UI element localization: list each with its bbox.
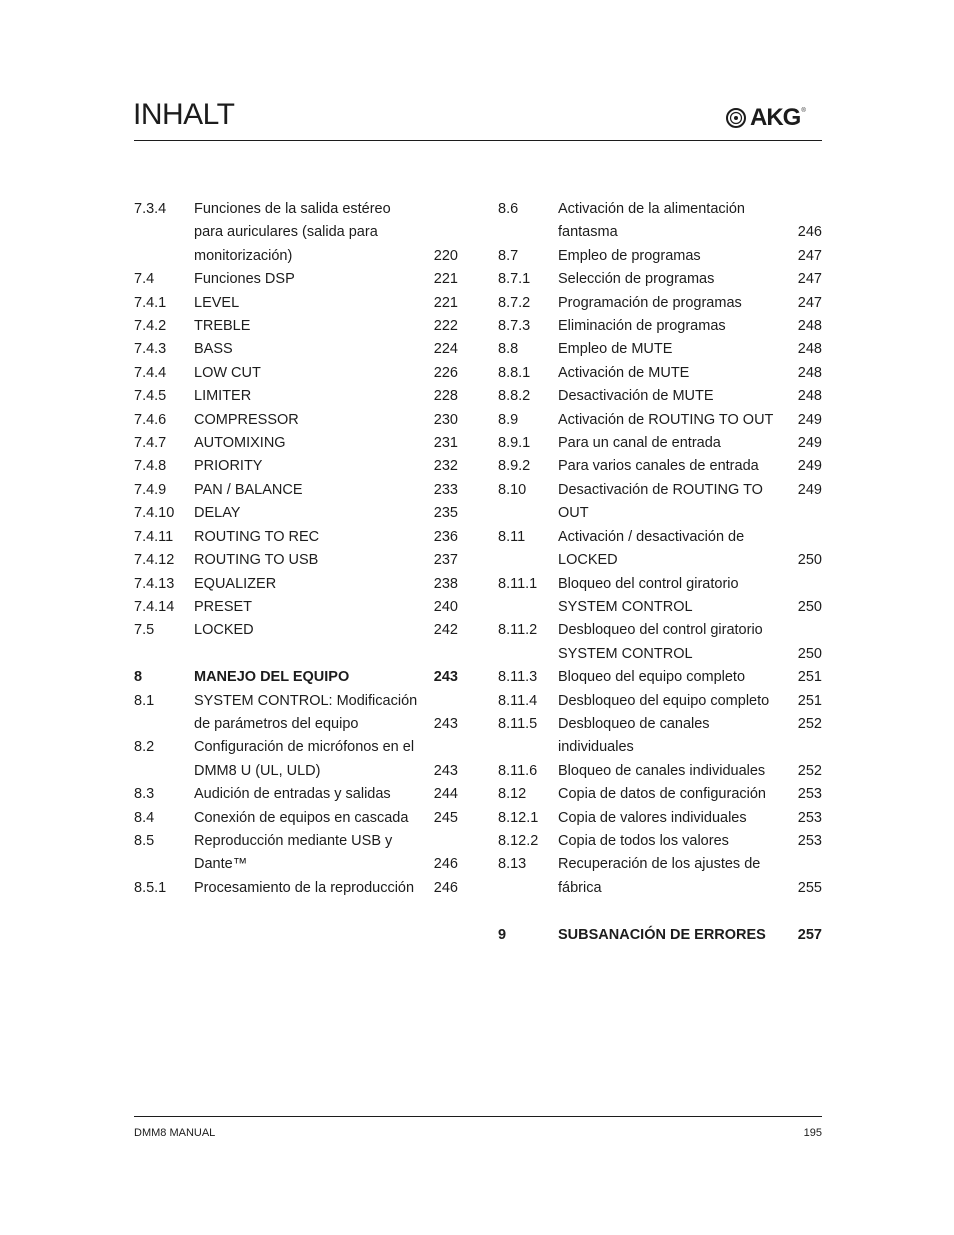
toc-page-number	[782, 619, 822, 642]
toc-page-number: 252	[797, 715, 822, 732]
toc-page-number	[782, 526, 822, 549]
toc-section-title: DMM8 U (UL, ULD)	[194, 762, 321, 779]
toc-page-number: 247	[797, 247, 822, 264]
toc-entry[interactable]	[498, 292, 822, 315]
toc-section-title: Empleo de MUTE	[558, 341, 673, 358]
toc-section-title: SYSTEM CONTROL	[558, 645, 693, 662]
toc-section-title: Desactivación de ROUTING TO OUT	[558, 481, 763, 522]
toc-section-number: 8.8	[498, 341, 519, 358]
toc-section-title: Copia de datos de configuración	[558, 786, 766, 803]
toc-page-number: 231	[433, 435, 458, 452]
toc-section-number	[498, 221, 558, 244]
toc-section-title: fábrica	[558, 879, 602, 896]
toc-entry[interactable]	[134, 479, 458, 502]
toc-entry[interactable]	[498, 619, 822, 642]
toc-section-number: 8.11.4	[498, 692, 538, 709]
toc-section-number: 8.11.3	[498, 669, 538, 686]
toc-section-title: Eliminación de programas	[558, 318, 726, 335]
toc-page-number	[418, 690, 458, 713]
toc-entry[interactable]	[498, 198, 822, 221]
toc-entry[interactable]	[498, 409, 822, 432]
toc-section-title: ROUTING TO USB	[194, 552, 319, 569]
toc-section-number	[134, 760, 194, 783]
toc-section-title: Activación de MUTE	[558, 364, 690, 381]
toc-section-title: de parámetros del equipo	[194, 715, 359, 732]
toc-section-number: 8.8.2	[498, 388, 531, 405]
toc-page-number: 249	[797, 411, 822, 428]
toc-entry[interactable]	[498, 853, 822, 876]
akg-emblem-icon	[726, 108, 746, 128]
footer-manual-name: DMM8 MANUAL	[134, 1127, 216, 1139]
toc-section-title: BASS	[194, 341, 233, 358]
toc-page-number: 248	[797, 388, 822, 405]
toc-page-number: 233	[433, 481, 458, 498]
toc-page-number: 249	[797, 481, 822, 498]
toc-entry[interactable]	[134, 573, 458, 596]
toc-section-number: 8.7.1	[498, 271, 531, 288]
toc-section-number: 8.11	[498, 528, 526, 545]
toc-section-title: LOW CUT	[194, 364, 261, 381]
toc-section-number: 7.4.3	[134, 341, 167, 358]
toc-section-number: 8.8.1	[498, 364, 531, 381]
toc-section-number	[498, 549, 558, 572]
toc-section-number	[498, 596, 558, 619]
toc-section-number: 8.9	[498, 411, 519, 428]
toc-section-title: Copia de valores individuales	[558, 809, 747, 826]
toc-section-number: 8.4	[134, 809, 155, 826]
toc-page-number: 242	[433, 622, 458, 639]
toc-section-number: 7.4.9	[134, 481, 167, 498]
toc-page-number: 252	[797, 762, 822, 779]
toc-page-number: 248	[797, 341, 822, 358]
toc-page-number: 246	[433, 856, 458, 873]
toc-page-number: 248	[797, 364, 822, 381]
toc-section-number: 7.4.12	[134, 552, 175, 569]
logo-trademark: ®	[801, 108, 806, 114]
toc-entry[interactable]	[134, 502, 458, 525]
toc-section-number	[134, 221, 194, 244]
toc-section-number: 8	[134, 669, 143, 686]
toc-page-number	[418, 736, 458, 759]
toc-entry[interactable]	[134, 292, 458, 315]
toc-entry[interactable]	[498, 455, 822, 478]
toc-page-number	[782, 573, 822, 596]
toc-section-title: PRIORITY	[194, 458, 263, 475]
toc-section-title: Funciones de la salida estéreo	[194, 201, 391, 217]
toc-section-number: 8.2	[134, 739, 155, 756]
toc-spacer	[134, 643, 458, 666]
toc-section-number: 8.12.1	[498, 809, 539, 826]
toc-page-number: 221	[433, 271, 458, 288]
toc-entry[interactable]	[498, 596, 822, 619]
toc-section-title: LOCKED	[194, 622, 254, 639]
toc-section-number: 8.5.1	[134, 879, 167, 896]
toc-section-title: Activación de ROUTING TO OUT	[558, 411, 774, 428]
toc-page-number: 236	[433, 528, 458, 545]
toc-entry[interactable]	[498, 807, 822, 830]
toc-page-number: 240	[433, 598, 458, 615]
toc-page-number: 243	[433, 762, 458, 779]
toc-section-number: 7.4.10	[134, 505, 175, 522]
toc-section-title: Selección de programas	[558, 271, 715, 288]
toc-entry[interactable]	[498, 338, 822, 361]
toc-section-number	[498, 643, 558, 666]
toc-section-title: Bloqueo del control giratorio	[558, 575, 739, 592]
toc-section-number: 7.4.1	[134, 294, 167, 311]
toc-section-number: 7.4.4	[134, 364, 167, 381]
toc-entry[interactable]	[498, 362, 822, 385]
toc-entry[interactable]	[498, 526, 822, 549]
toc-page-number: 224	[433, 341, 458, 358]
toc-entry[interactable]	[134, 338, 458, 361]
toc-page-number: 248	[797, 318, 822, 335]
toc-section-number: 7.4.7	[134, 435, 167, 452]
toc-section-number: 8.7.3	[498, 318, 531, 335]
toc-entry[interactable]	[134, 853, 458, 876]
toc-section-number: 8.10	[498, 481, 527, 498]
toc-entry[interactable]	[498, 783, 822, 806]
toc-section-number	[134, 245, 194, 268]
toc-section-title: SUBSANACIÓN DE ERRORES	[558, 926, 766, 943]
toc-section-title: Para varios canales de entrada	[558, 458, 759, 475]
toc-section-number: 8.11.2	[498, 622, 538, 639]
toc-section-number: 8.13	[498, 856, 527, 873]
toc-entry[interactable]	[134, 362, 458, 385]
toc-section-number: 8.11.6	[498, 762, 538, 779]
toc-section-number: 8.9.2	[498, 458, 531, 475]
toc-section-title: Copia de todos los valores	[558, 832, 729, 849]
toc-section-title: Activación / desactivación de	[558, 528, 745, 545]
toc-entry[interactable]	[134, 877, 458, 900]
toc-section-title: Empleo de programas	[558, 247, 701, 264]
toc-section-title: TREBLE	[194, 318, 251, 335]
toc-page-number: 237	[433, 552, 458, 569]
toc-section-title: Desbloqueo del equipo completo	[558, 692, 770, 709]
toc-section-number: 7.4.6	[134, 411, 167, 428]
toc-section-number: 7.4.8	[134, 458, 167, 475]
toc-section-number: 8.6	[498, 201, 519, 217]
toc-entry[interactable]	[498, 924, 822, 947]
toc-section-title: PRESET	[194, 598, 253, 615]
toc-page-number: 251	[797, 692, 822, 709]
toc-entry[interactable]	[134, 713, 458, 736]
toc-page-number	[418, 198, 458, 221]
toc-entry[interactable]	[134, 385, 458, 408]
toc-section-title: SYSTEM CONTROL	[558, 598, 693, 615]
toc-entry[interactable]	[498, 643, 822, 666]
toc-section-title: MANEJO DEL EQUIPO	[194, 669, 350, 686]
toc-page-number: 246	[433, 879, 458, 896]
toc-section-title: COMPRESSOR	[194, 411, 299, 428]
toc-section-title: LIMITER	[194, 388, 252, 405]
toc-section-number	[498, 877, 558, 900]
toc-entry[interactable]	[498, 877, 822, 900]
toc-page-number: 255	[797, 879, 822, 896]
toc-section-title: Bloqueo de canales individuales	[558, 762, 766, 779]
toc-section-number: 8.3	[134, 786, 155, 803]
footer-divider	[134, 1116, 822, 1117]
toc-page-number	[418, 830, 458, 853]
toc-page-number: 238	[433, 575, 458, 592]
toc-page-number: 250	[797, 598, 822, 615]
toc-entry[interactable]	[134, 549, 458, 572]
toc-entry[interactable]	[134, 221, 458, 244]
logo-wordmark: AKG	[750, 104, 801, 131]
toc-page-number: 230	[433, 411, 458, 428]
toc-section-title: fantasma	[558, 224, 618, 241]
toc-section-number: 7.4.2	[134, 318, 167, 335]
toc-section-title: Bloqueo del equipo completo	[558, 669, 746, 686]
toc-section-number: 8.12.2	[498, 832, 539, 849]
toc-entry[interactable]	[134, 198, 458, 221]
toc-section-title: Configuración de micrófonos en el	[194, 739, 415, 756]
toc-section-number	[134, 853, 194, 876]
toc-entry[interactable]	[498, 479, 822, 526]
toc-section-title: ROUTING TO REC	[194, 528, 320, 545]
toc-entry[interactable]	[498, 432, 822, 455]
toc-section-number: 7.4.13	[134, 575, 175, 592]
toc-section-number: 7.4.11	[134, 528, 174, 545]
toc-entry[interactable]	[498, 385, 822, 408]
toc-entry[interactable]	[498, 245, 822, 268]
toc-section-number	[134, 713, 194, 736]
toc-spacer	[498, 900, 822, 923]
toc-section-number: 8.1	[134, 692, 155, 709]
toc-entry[interactable]	[134, 736, 458, 759]
header-divider	[134, 140, 822, 141]
toc-page-number: 243	[433, 715, 458, 732]
toc-section-title: Desbloqueo del control giratorio	[558, 622, 763, 639]
toc-page-number: 250	[797, 552, 822, 569]
toc-entry[interactable]	[134, 830, 458, 853]
toc-right-column	[498, 198, 822, 947]
toc-entry[interactable]	[134, 596, 458, 619]
toc-section-title: Dante™	[194, 856, 248, 873]
toc-section-title: Desactivación de MUTE	[558, 388, 714, 405]
toc-section-number: 8.7.2	[498, 294, 531, 311]
toc-entry[interactable]	[134, 455, 458, 478]
toc-entry[interactable]	[498, 573, 822, 596]
toc-section-number: 8.11.1	[498, 575, 538, 592]
toc-page-number: 232	[433, 458, 458, 475]
toc-section-title: LOCKED	[558, 552, 618, 569]
toc-entry[interactable]	[498, 268, 822, 291]
toc-page-number	[782, 853, 822, 876]
toc-page-number: 250	[797, 645, 822, 662]
toc-section-title: Reproducción mediante USB y	[194, 832, 393, 849]
toc-section-title: monitorización)	[194, 247, 293, 264]
toc-section-title: LEVEL	[194, 294, 240, 311]
toc-entry[interactable]	[134, 526, 458, 549]
toc-page-number	[418, 221, 458, 244]
toc-page-number: 222	[433, 318, 458, 335]
toc-entry[interactable]	[498, 713, 822, 760]
toc-section-title: Desbloqueo de canales individuales	[558, 715, 710, 756]
toc-section-title: Programación de programas	[558, 294, 742, 311]
toc-page-number	[782, 198, 822, 221]
toc-page-number: 247	[797, 294, 822, 311]
toc-entry[interactable]	[134, 432, 458, 455]
toc-entry[interactable]	[498, 830, 822, 853]
toc-section-number: 8.5	[134, 832, 155, 849]
toc-section-number: 8.11.5	[498, 715, 538, 732]
toc-section-number: 7.4.14	[134, 598, 175, 615]
toc-page-number: 257	[797, 926, 822, 943]
toc-page-number: 220	[433, 247, 458, 264]
toc-section-title: Audición de entradas y salidas	[194, 786, 391, 803]
toc-page-number: 253	[797, 832, 822, 849]
toc-left-column	[134, 198, 458, 900]
toc-section-title: SYSTEM CONTROL: Modificación	[194, 692, 418, 709]
toc-entry[interactable]	[134, 760, 458, 783]
toc-page-number: 246	[797, 224, 822, 241]
toc-page-number: 247	[797, 271, 822, 288]
toc-section-title: Conexión de equipos en cascada	[194, 809, 409, 826]
toc-page-number: 235	[433, 505, 458, 522]
toc-section-title: EQUALIZER	[194, 575, 277, 592]
page-title: INHALT	[133, 98, 235, 131]
toc-section-title: para auriculares (salida para	[194, 224, 378, 241]
toc-page-number: 228	[433, 388, 458, 405]
toc-section-title: AUTOMIXING	[194, 435, 286, 452]
toc-page-number: 253	[797, 809, 822, 826]
toc-entry[interactable]	[498, 760, 822, 783]
toc-entry[interactable]	[134, 666, 458, 689]
toc-entry[interactable]	[498, 221, 822, 244]
toc-page-number: 249	[797, 458, 822, 475]
toc-entry[interactable]	[134, 409, 458, 432]
toc-section-number: 7.3.4	[134, 201, 167, 217]
toc-entry[interactable]	[134, 268, 458, 291]
toc-section-number: 9	[498, 926, 507, 943]
toc-entry[interactable]	[134, 619, 458, 642]
toc-section-title: Activación de la alimentación	[558, 201, 745, 217]
toc-entry[interactable]	[498, 666, 822, 689]
toc-section-number: 8.7	[498, 247, 519, 264]
toc-section-title: Para un canal de entrada	[558, 435, 721, 452]
toc-page-number: 221	[433, 294, 458, 311]
toc-section-number: 8.12	[498, 786, 527, 803]
toc-entry[interactable]	[134, 783, 458, 806]
toc-section-number: 7.4	[134, 271, 155, 288]
toc-page-number: 251	[797, 669, 822, 686]
toc-entry[interactable]	[134, 807, 458, 830]
toc-page-number: 253	[797, 786, 822, 803]
toc-section-title: PAN / BALANCE	[194, 481, 303, 498]
toc-entry[interactable]	[134, 245, 458, 268]
footer-page-number: 195	[803, 1127, 822, 1139]
toc-entry[interactable]	[498, 549, 822, 572]
toc-entry[interactable]	[498, 315, 822, 338]
toc-section-number: 7.4.5	[134, 388, 167, 405]
toc-entry[interactable]	[498, 690, 822, 713]
akg-logo	[726, 104, 806, 132]
toc-section-number: 8.9.1	[498, 435, 531, 452]
toc-page-number: 243	[433, 669, 458, 686]
toc-page-number: 249	[797, 435, 822, 452]
toc-section-title: Recuperación de los ajustes de	[558, 856, 761, 873]
toc-entry[interactable]	[134, 315, 458, 338]
toc-page-number: 226	[433, 364, 458, 381]
toc-page-number: 245	[433, 809, 458, 826]
toc-section-number: 7.5	[134, 622, 155, 639]
toc-section-title: DELAY	[194, 505, 241, 522]
toc-section-title: Funciones DSP	[194, 271, 295, 288]
toc-entry[interactable]	[134, 690, 458, 713]
toc-section-title: Procesamiento de la reproducción	[194, 879, 415, 896]
toc-page-number: 244	[433, 786, 458, 803]
